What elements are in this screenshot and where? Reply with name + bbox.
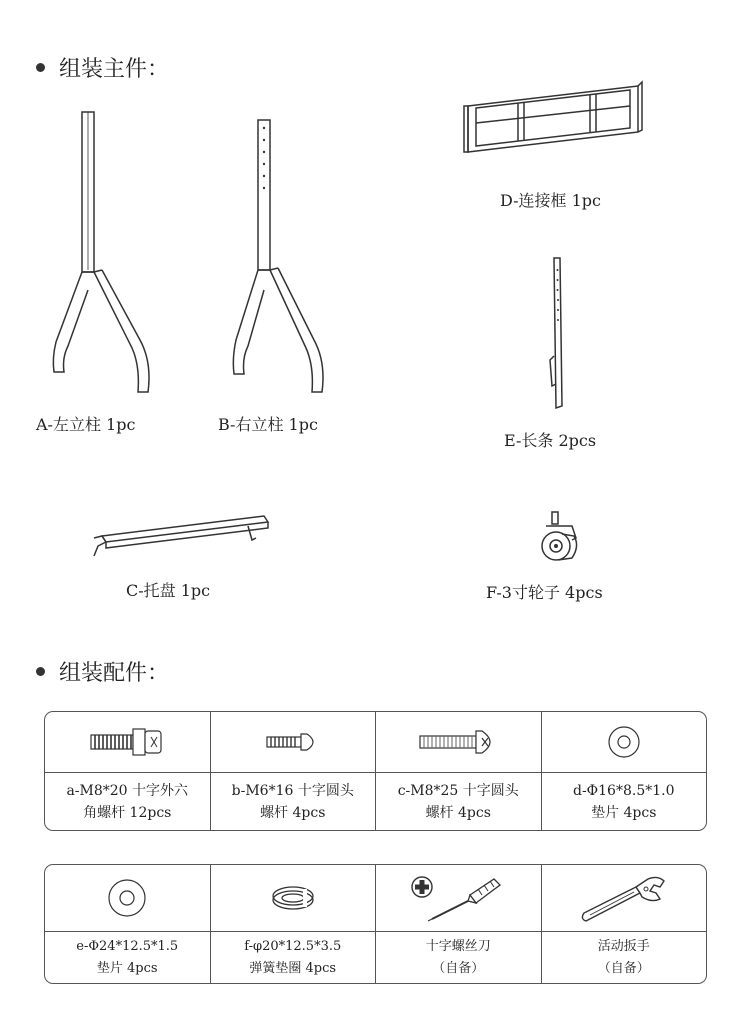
round-head-screw-icon — [418, 728, 498, 756]
accessory-cell-f — [211, 865, 377, 983]
accessory-cell-screwdriver — [376, 865, 542, 983]
accessory-picture — [542, 865, 707, 932]
accessory-note: （自备） — [597, 960, 650, 976]
accessory-qty: 垫片 4pcs — [96, 960, 158, 976]
part-c-caption: C-托盘 1pc — [126, 581, 211, 600]
accessory-qty: 弹簧垫圈 4pcs — [249, 960, 337, 976]
accessory-cell-a — [45, 712, 211, 830]
accessory-picture — [211, 865, 376, 932]
tray-illustration — [82, 512, 272, 560]
part-a-caption: A-左立柱 1pc — [36, 415, 136, 434]
connecting-frame-illustration — [462, 78, 644, 160]
bullet-icon — [36, 63, 45, 72]
section-heading-text: 组装主件： — [59, 57, 170, 82]
hex-bolt-icon — [87, 725, 167, 759]
part-f-caster-wheel — [538, 510, 584, 566]
section-heading-main-parts — [36, 52, 169, 83]
accessories-table-row-1 — [44, 711, 707, 831]
accessory-spec: e-Φ24*12.5*1.5 — [76, 938, 179, 954]
part-d-connecting-frame — [462, 78, 644, 160]
part-b-caption: B-右立柱 1pc — [218, 415, 318, 434]
accessory-qty: 角螺杆 12pcs — [83, 804, 172, 821]
part-d-caption: D-连接框 1pc — [500, 191, 602, 210]
long-bar-illustration — [544, 256, 574, 412]
accessory-spec: c-M8*25 十字圆头 — [397, 782, 519, 799]
accessory-picture — [45, 865, 210, 932]
part-b-right-column — [222, 118, 352, 400]
screwdriver-icon — [410, 873, 506, 923]
section-heading-accessories — [36, 656, 169, 687]
part-c-tray — [82, 512, 272, 560]
accessory-picture — [376, 712, 541, 773]
accessory-cell-e — [45, 865, 211, 983]
accessory-cell-c — [376, 712, 542, 830]
section-heading-text: 组装配件： — [59, 661, 170, 686]
left-column-illustration — [40, 110, 170, 400]
part-e-long-bar — [544, 256, 574, 412]
accessory-qty: 螺杆 4pcs — [260, 804, 326, 821]
accessory-spec: b-M6*16 十字圆头 — [231, 782, 354, 799]
spring-washer-icon — [269, 883, 317, 913]
accessory-picture — [45, 712, 210, 773]
accessory-picture — [542, 712, 707, 773]
bullet-icon — [36, 667, 45, 676]
accessory-cell-wrench — [542, 865, 707, 983]
right-column-illustration — [222, 118, 352, 400]
accessory-qty: 螺杆 4pcs — [425, 804, 491, 821]
accessories-table-row-2 — [44, 864, 707, 984]
accessory-spec: a-M8*20 十字外六 — [66, 782, 189, 799]
accessory-note: （自备） — [432, 960, 485, 976]
accessory-spec: f-φ20*12.5*3.5 — [244, 938, 342, 954]
flat-washer-icon — [607, 725, 641, 759]
accessory-cell-d — [542, 712, 707, 830]
adjustable-wrench-icon — [576, 873, 672, 923]
part-f-caption: F-3寸轮子 4pcs — [486, 583, 603, 602]
caster-wheel-illustration — [538, 510, 584, 566]
flat-washer-icon — [107, 878, 147, 918]
part-a-left-column — [40, 110, 170, 400]
accessory-spec: d-Φ16*8.5*1.0 — [572, 782, 675, 799]
accessory-name: 十字螺丝刀 — [425, 938, 491, 954]
accessory-picture — [376, 865, 541, 932]
accessory-name: 活动扳手 — [597, 938, 650, 954]
part-e-caption: E-长条 2pcs — [504, 431, 597, 450]
accessory-cell-b — [211, 712, 377, 830]
round-head-screw-icon — [265, 730, 321, 754]
accessory-picture — [211, 712, 376, 773]
accessory-qty: 垫片 4pcs — [591, 804, 657, 821]
